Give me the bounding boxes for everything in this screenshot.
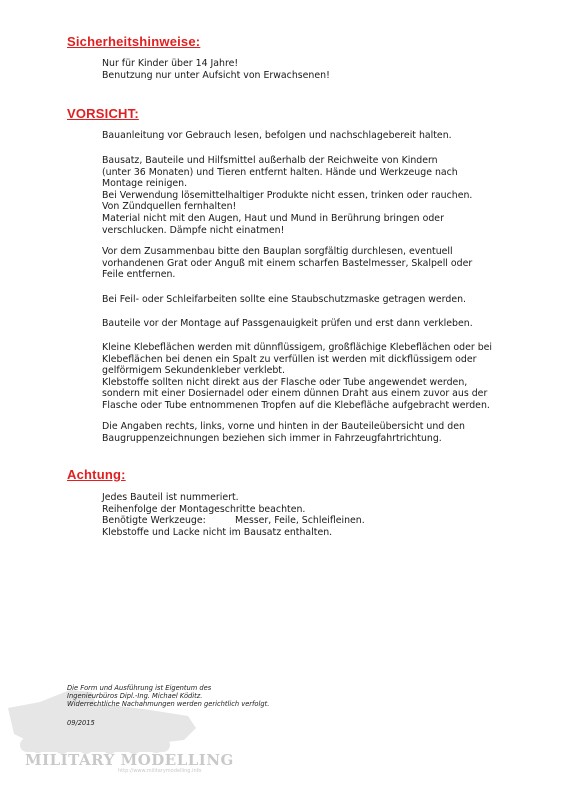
- paragraph-line: sondern mit einer Dosiernadel oder einem dünnen Draht aus einem zuvor aus der: [102, 388, 488, 400]
- paragraph-line: Klebeflächen bei denen ein Spalt zu verfüllen ist werden mit dickflüssigem oder: [102, 353, 477, 365]
- vorsicht-paragraph-6: [102, 342, 502, 412]
- achtung-line-glue: Klebstoffe und Lacke nicht im Bausatz enthalten.: [102, 526, 333, 538]
- safety-notes: [102, 58, 502, 81]
- watermark-text: MILITARY MODELLING: [25, 751, 234, 769]
- copyright-notice: [67, 684, 269, 709]
- paragraph-line: Klebstoffe sollten nicht direkt aus der Flasche oder Tube angewendet werden,: [102, 376, 468, 388]
- heading-sicherheitshinweise: Sicherheitshinweise:: [67, 34, 201, 49]
- paragraph-line: Montage reinigen.: [102, 178, 188, 190]
- vorsicht-paragraph-4: [102, 294, 502, 306]
- achtung-line-tools: [102, 515, 502, 527]
- paragraph-line: Die Angaben rechts, links, vorne und hinten in der Bauteileübersicht und den: [102, 421, 465, 432]
- paragraph-line: Von Zündquellen fernhalten!: [102, 201, 237, 213]
- vorsicht-paragraph-3: [102, 246, 502, 281]
- achtung-line-sequence: Reihenfolge der Montageschritte beachten.: [102, 503, 306, 515]
- paragraph-line: Bei Verwendung lösemittelhaltiger Produkte nicht essen, trinken oder rauchen.: [102, 189, 473, 201]
- paragraph-line: (unter 36 Monaten) und Tieren entfernt halten. Hände und Werkzeuge nach: [102, 166, 458, 178]
- paragraph-line: Kleine Klebeflächen werden mit dünnflüssigem, großflächige Klebeflächen oder bei: [102, 342, 493, 353]
- paragraph-line: Bei Feil- oder Schleifarbeiten sollte eine Staubschutzmaske getragen werden.: [102, 294, 467, 305]
- document-date: 09/2015: [67, 719, 95, 727]
- copyright-line: Ingenieurbüros Dipl.-Ing. Michael Köditz.: [67, 692, 203, 701]
- paragraph-line: gelförmigem Sekundenkleber verklebt.: [102, 365, 285, 377]
- safety-line-age: Nur für Kinder über 14 Jahre!: [102, 58, 239, 69]
- paragraph-line: Vor dem Zusammenbau bitte den Bauplan sorgfältig durchlesen, eventuell: [102, 246, 453, 257]
- vorsicht-paragraph-7: [102, 421, 502, 444]
- paragraph-line: Feile entfernen.: [102, 269, 176, 281]
- heading-achtung: Achtung:: [67, 467, 126, 482]
- paragraph-line: vorhandenen Grat oder Anguß mit einem scharfen Bastelmesser, Skalpell oder: [102, 257, 473, 269]
- safety-line-supervision: Benutzung nur unter Aufsicht von Erwachsenen!: [102, 69, 330, 81]
- paragraph-line: Bauteile vor der Montage auf Passgenauigkeit prüfen und erst dann verkleben.: [102, 318, 473, 329]
- paragraph-line: Bauanleitung vor Gebrauch lesen, befolgen und nachschlagebereit halten.: [102, 130, 452, 141]
- copyright-line: Die Form und Ausführung ist Eigentum des: [67, 684, 212, 692]
- tools-value: Messer, Feile, Schleifleinen.: [235, 515, 365, 527]
- tools-label: Benötigte Werkzeuge:: [102, 515, 206, 527]
- paragraph-line: Baugruppenzeichnungen beziehen sich immer in Fahrzeugfahrtrichtung.: [102, 432, 442, 444]
- paragraph-line: Flasche oder Tube entnommenen Tropfen auf die Klebefläche aufgebracht werden.: [102, 399, 490, 411]
- paragraph-line: Material nicht mit den Augen, Haut und Mund in Berührung bringen oder: [102, 212, 444, 224]
- paragraph-line: Bausatz, Bauteile und Hilfsmittel außerhalb der Reichweite von Kindern: [102, 155, 438, 166]
- vorsicht-paragraph-1: [102, 130, 502, 142]
- copyright-line: Widerrechtliche Nachahmungen werden gerichtlich verfolgt.: [67, 700, 270, 709]
- watermark-url: http://www.militarymodelling.info: [118, 768, 202, 774]
- vorsicht-paragraph-5: [102, 318, 502, 330]
- vorsicht-paragraph-2: [102, 155, 502, 236]
- achtung-notes: [102, 492, 502, 538]
- achtung-line-numbered: Jedes Bauteil ist nummeriert.: [102, 492, 239, 503]
- heading-vorsicht: VORSICHT:: [67, 106, 139, 121]
- paragraph-line: verschlucken. Dämpfe nicht einatmen!: [102, 224, 285, 236]
